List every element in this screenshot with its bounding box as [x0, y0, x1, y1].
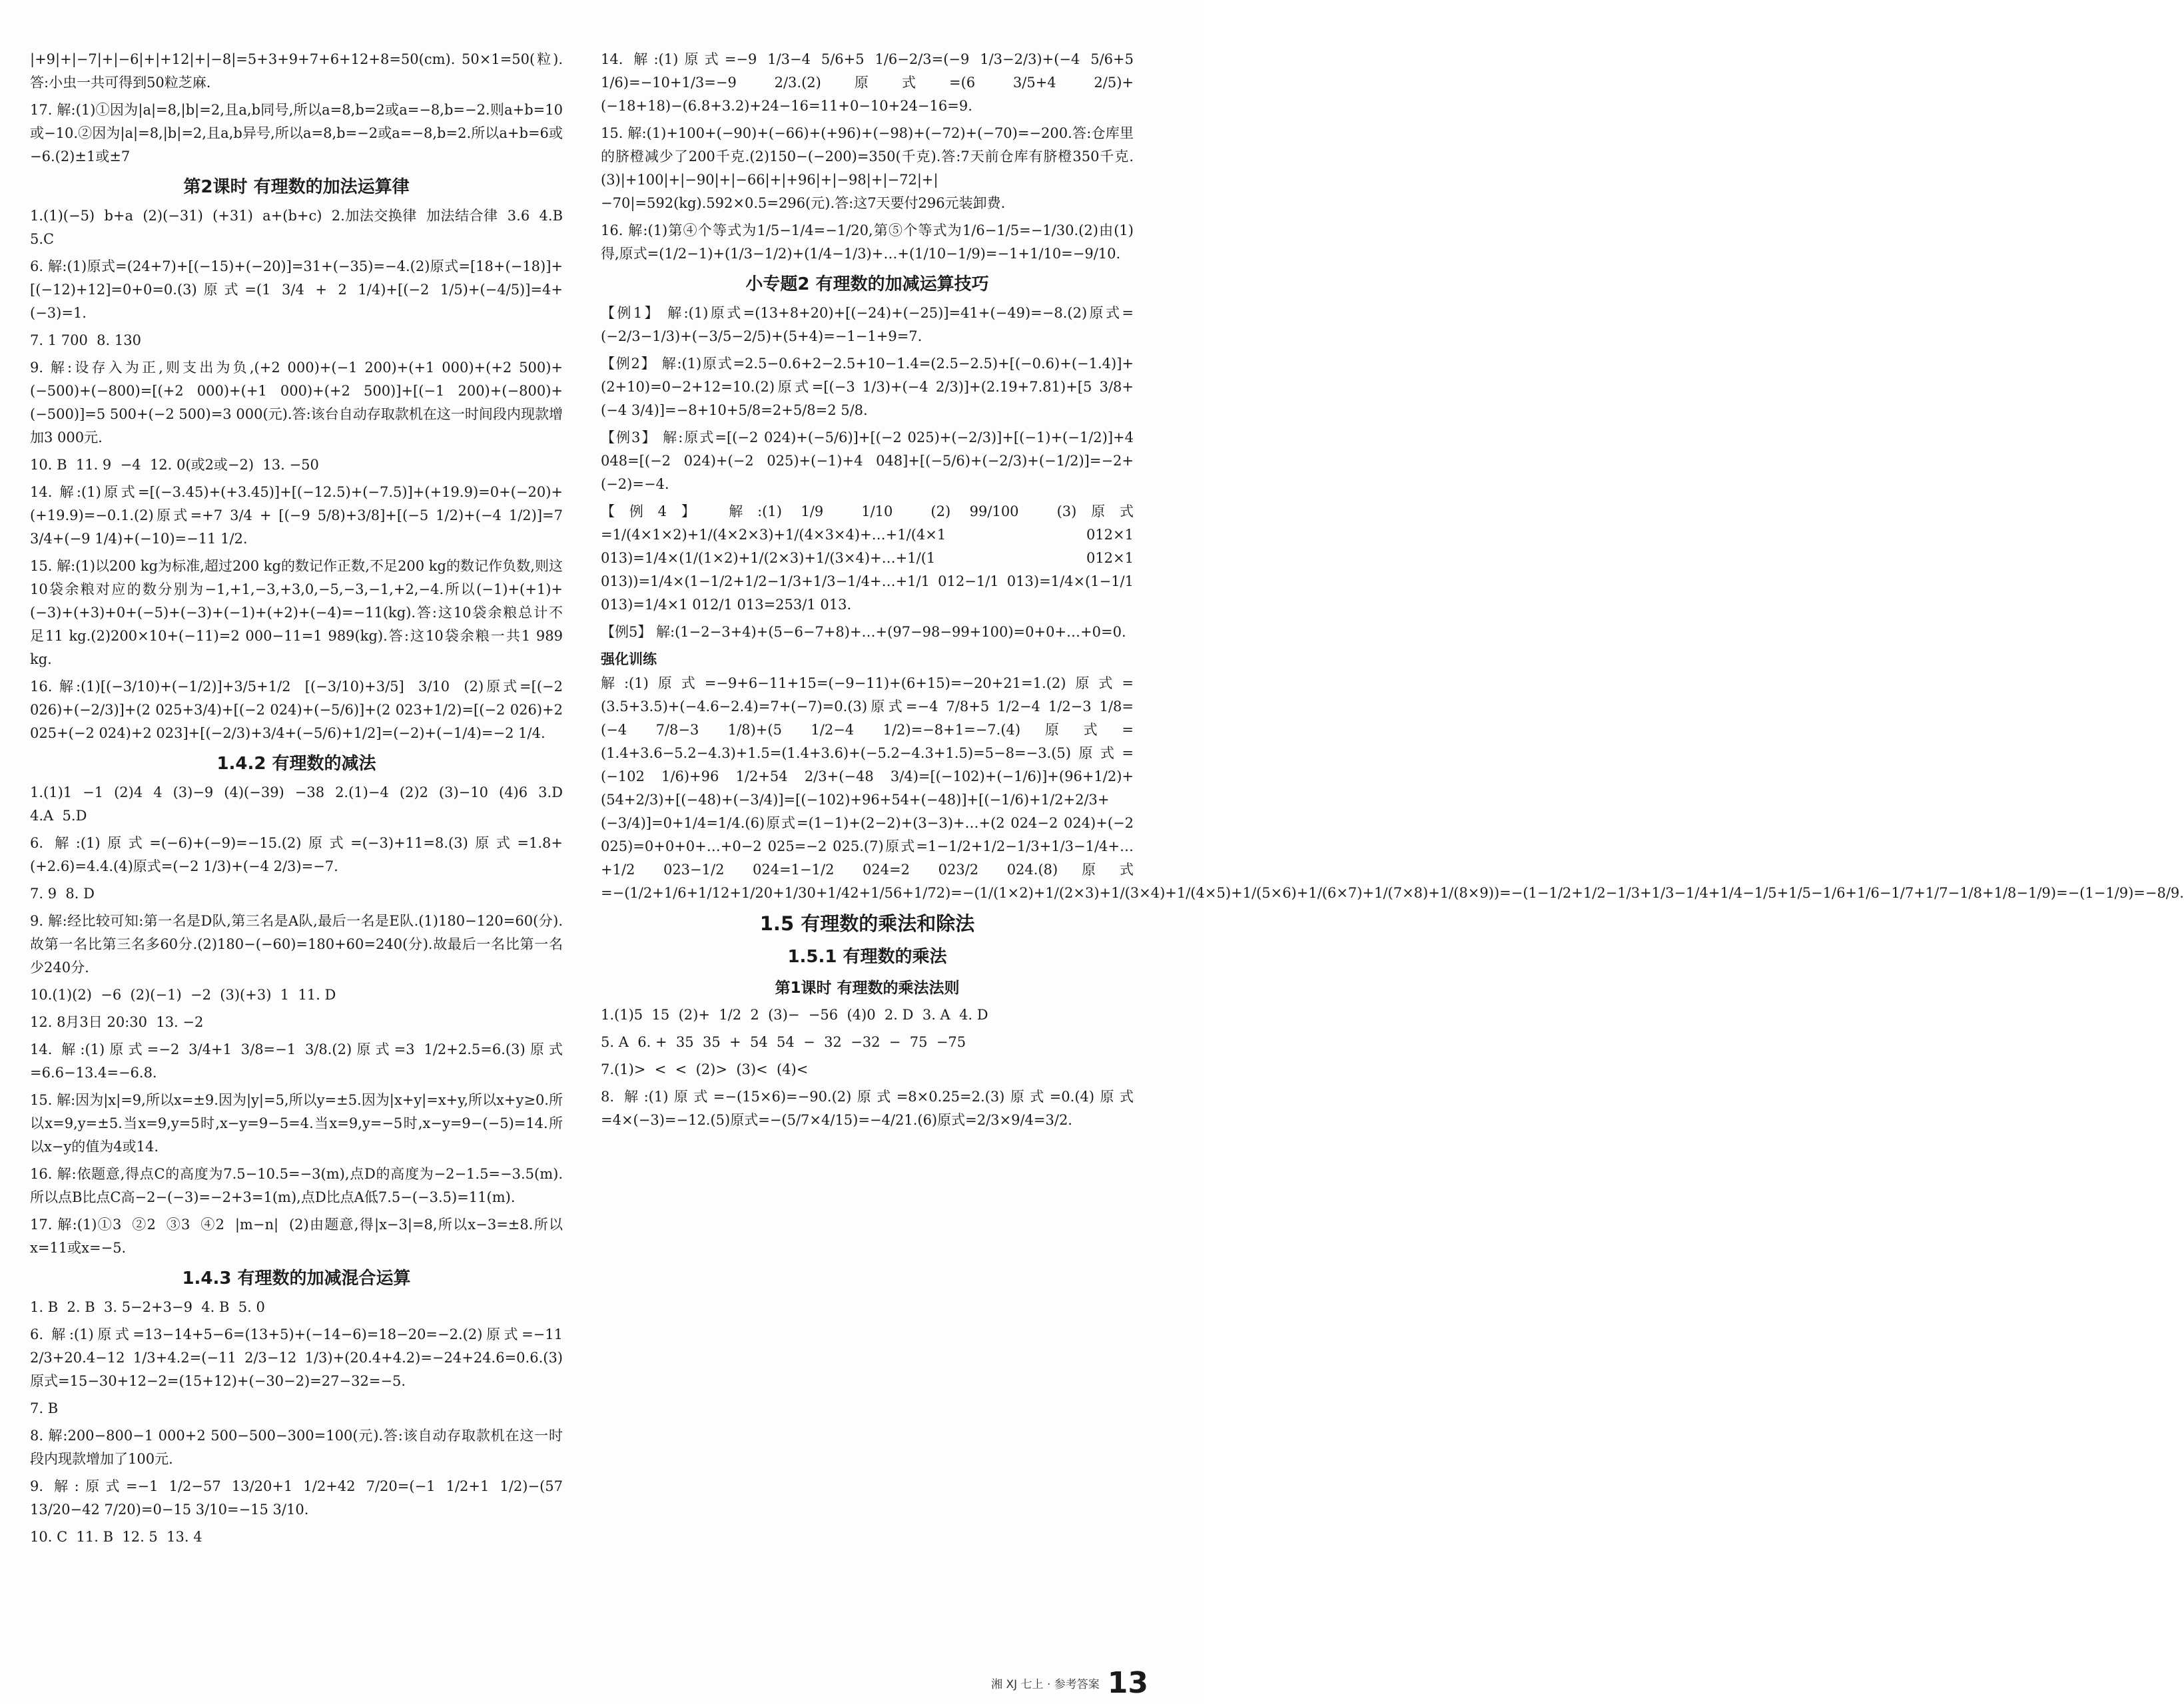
chapter-heading: 1.5 有理数的乘法和除法 — [759, 912, 975, 935]
answer-entry: 6. 解:(1)原式=(24+7)+[(−15)+(−20)]=31+(−35)=−4.(2)原式=[18+(−18)]+[(−12)+12]=0+0=0.(3)原式=(1 3/4 + 2 1/4)+[(−2 1/5)+(−4/5)]=4+(−3)=1. — [30, 258, 563, 321]
answer-entry: |+9|+|−7|+|−6|+|+12|+|−8|=5+3+9+7+6+12+8=50(cm). 50×1=50(粒). 答:小虫一共可得到50粒芝麻. — [30, 51, 567, 91]
left-column — [30, 48, 572, 1659]
answer-entry: 1.(1)5 15 (2)+ 1/2 2 (3)− −56 (4)0 2. D 3. A 4. D — [601, 1007, 988, 1023]
footer-label: 湘 XJ 七上 · 参考答案 — [991, 1677, 1100, 1691]
answer-entry: 7. 9 8. D — [30, 886, 95, 902]
answer-entry: 8. 解:200−800−1 000+2 500−500−300=100(元).答:该自动存取款机在这一时段内现款增加了100元. — [30, 1428, 563, 1467]
answer-entry: 16. 解:依题意,得点C的高度为7.5−10.5=−3(m),点D的高度为−2−1.5=−3.5(m).所以点B比点C高−2−(−3)=−2+3=1(m),点D比点A低7.5−(−3.5)=11(m). — [30, 1166, 563, 1205]
section-heading: 小专题2 有理数的加减运算技巧 — [745, 274, 989, 294]
answer-entry: 10. B 11. 9 −4 12. 0(或2或−2) 13. −50 — [30, 457, 319, 473]
answer-entry: 【例4】 解:(1) 1/9 1/10 (2) 99/100 (3)原式=1/(4×1×2)+1/(4×2×3)+1/(4×3×4)+…+1/(4×1 012×1 013)=1/4×(1/(1×2)+1/(2×3)+1/(3×4)+…+1/(1 012×1 013))=1/4×(1−1/2+1/2−1/3+1/3−1/4+…+1/1 012−1/1 013)=1/4×(1−1/1 013)=1/4×1 012/1 013=253/1 013. — [601, 503, 1138, 613]
subsection-label: 强化训练 — [601, 651, 657, 667]
page-footer — [948, 1666, 1148, 1699]
answer-entry: 14. 解:(1)原式=−9 1/3−4 5/6+5 1/6−2/3=(−9 1/3−2/3)+(−4 5/6+5 1/6)=−10+1/3=−9 2/3.(2)原式=(6 3/5+4 2/5)+(−18+18)−(6.8+3.2)+24−16=11+0−10+24−16=9. — [601, 51, 1138, 114]
section-heading: 第2课时 有理数的加法运算律 — [183, 177, 410, 197]
answer-entry: 【例1】 解:(1)原式=(13+8+20)+[(−24)+(−25)]=41+(−49)=−8.(2)原式=(−2/3−1/3)+(−3/5−2/5)+(5+4)=−1−1+9=7. — [601, 305, 1134, 344]
answer-entry: 10. C 11. B 12. 5 13. 4 — [30, 1529, 202, 1545]
answer-entry: 16. 解:(1)第④个等式为1/5−1/4=−1/20,第⑤个等式为1/6−1/5=−1/30.(2)由(1)得,原式=(1/2−1)+(1/3−1/2)+(1/4−1/3)+…+(1/10−1/9)=−1+1/10=−9/10. — [601, 222, 1134, 262]
answer-entry: 1. B 2. B 3. 5−2+3−9 4. B 5. 0 — [30, 1299, 265, 1315]
lesson-heading: 第1课时 有理数的乘法法则 — [775, 980, 960, 997]
answer-entry: 【例5】 解:(1−2−3+4)+(5−6−7+8)+…+(97−98−99+100)=0+0+…+0=0. — [601, 624, 1126, 640]
answer-entry: 15. 解:(1)以200 kg为标准,超过200 kg的数记作正数,不足200 kg的数记作负数,则这10袋余粮对应的数分别为−1,+1,−3,+3,0,−5,−3,−1,+2,−4.所以(−1)+(+1)+(−3)+(+3)+0+(−5)+(−3)+(−1)+(+2)+(−4)=−11(kg).答:这10袋余粮总计不足11 kg.(2)200×10+(−11)=2 000−11=1 989(kg).答:这10袋余粮一共1 989 kg. — [30, 558, 567, 667]
answer-entry: 9. 解:经比较可知:第一名是D队,第三名是A队,最后一名是E队.(1)180−120=60(分).故第一名比第三名多60分.(2)180−(−60)=180+60=240(分).故最后一名比第一名少240分. — [30, 913, 563, 976]
answer-entry: 6. 解:(1)原式=(−6)+(−9)=−15.(2)原式=(−3)+11=8.(3)原式=1.8+(+2.6)=4.4.(4)原式=(−2 1/3)+(−4 2/3)=−7. — [30, 835, 563, 874]
answer-entry: 14. 解:(1)原式=−2 3/4+1 3/8=−1 3/8.(2)原式=3 1/2+2.5=6.(3)原式=6.6−13.4=−6.8. — [30, 1041, 563, 1081]
right-column — [601, 48, 2184, 1659]
answer-entry: 12. 8月3日 20:30 13. −2 — [30, 1014, 204, 1030]
answer-entry: 9. 解:设存入为正,则支出为负,(+2 000)+(−1 200)+(+1 000)+(+2 500)+(−500)+(−800)=[(+2 000)+(+1 000)+(+2 500)]+[(−1 200)+(−800)+(−500)]=5 500+(−2 500)=3 000(元).答:该台自动存取款机在这一时间段内现款增加3 000元. — [30, 360, 563, 445]
answer-entry: 9. 解:原式=−1 1/2−57 13/20+1 1/2+42 7/20=(−1 1/2+1 1/2)−(57 13/20−42 7/20)=0−15 3/10=−15 3/10. — [30, 1478, 567, 1518]
answer-entry: 【例3】 解:原式=[(−2 024)+(−5/6)]+[(−2 025)+(−2/3)]+[(−1)+(−1/2)]+4 048=[(−2 024)+(−2 025)+(−1)+4 048]+[(−5/6)+(−2/3)+(−1/2)]=−2+(−2)=−4. — [601, 429, 1138, 492]
answer-entry: 15. 解:因为|x|=9,所以x=±9.因为|y|=5,所以y=±5.因为|x+y|=x+y,所以x+y≥0.所以x=9,y=±5.当x=9,y=5时,x−y=9−5=4.当x=9,y=−5时,x−y=9−(−5)=14.所以x−y的值为4或14. — [30, 1092, 563, 1155]
answer-entry: 15. 解:(1)+100+(−90)+(−66)+(+96)+(−98)+(−72)+(−70)=−200.答:仓库里的脐橙减少了200千克.(2)150−(−200)=350(千克).答:7天前仓库有脐橙350千克.(3)|+100|+|−90|+|−66|+|+96|+|−98|+|−72|+|−70|=592(kg).592×0.5=296(元).答:这7天要付296元装卸费. — [601, 125, 1134, 211]
answer-entry: 7. B — [30, 1400, 59, 1416]
answer-entry: 14. 解:(1)原式=[(−3.45)+(+3.45)]+[(−12.5)+(−7.5)]+(+19.9)=0+(−20)+(+19.9)=−0.1.(2)原式=+7 3/4 + [(−9 5/8)+3/8]+[(−5 1/2)+(−4 1/2)]=7 3/4+(−9 1/4)+(−10)=−11 1/2. — [30, 484, 567, 547]
page-number: 13 — [1107, 1665, 1148, 1700]
answer-entry: 7.(1)> < < (2)> (3)< (4)< — [601, 1061, 809, 1077]
answer-entry: 16. 解:(1)[(−3/10)+(−1/2)]+3/5+1/2 [(−3/10)+3/5] 3/10 (2)原式=[(−2 026)+(−2/3)]+(2 025+3/4)+[(−2 024)+(−5/6)]+(2 023+1/2)=[(−2 026)+2 025+(−2 024)+2 023]+[(−2/3)+3/4+(−5/6)+1/2]=(−2)+(−1/4)=−2 1/4. — [30, 679, 567, 741]
answer-entry: 6. 解:(1)原式=13−14+5−6=(13+5)+(−14−6)=18−20=−2.(2)原式=−11 2/3+20.4−12 1/3+4.2=(−11 2/3−12 1/3)+(20.4+4.2)=−24+24.6=0.6.(3)原式=15−30+12−2=(15+12)+(−30−2)=27−32=−5. — [30, 1326, 567, 1389]
answer-entry: 7. 1 700 8. 130 — [30, 332, 141, 348]
answer-entry: 解:(1)原式=−9+6−11+15=(−9−11)+(6+15)=−20+21=1.(2)原式=(3.5+3.5)+(−4.6−2.4)=7+(−7)=0.(3)原式=−4 7/8+5 1/2−4 1/2−3 1/8=(−4 7/8−3 1/8)+(5 1/2−4 1/2)=−8+1=−7.(4)原式=(1.4+3.6−5.2−4.3)+1.5=(1.4+3.6)+(−5.2−4.3+1.5)=5−8=−3.(5)原式=(−102 1/6)+96 1/2+54 2/3+(−48 3/4)=[(−102)+(−1/6)]+(96+1/2)+(54+2/3)+[(−48)+(−3/4)]=[(−102)+96+54+(−48)]+[(−1/6)+1/2+2/3+(−3/4)]=0+1/4=1/4.(6)原式=(1−1)+(2−2)+(3−3)+…+(2 024−2 024)+(−2 025)=0+0+0+…+0−2 025=−2 025.(7)原式=1−1/2+1/2−1/3+1/3−1/4+…+1/2 023−1/2 024=1−1/2 024=2 023/2 024.(8)原式=−(1/2+1/6+1/12+1/20+1/30+1/42+1/56+1/72)=−(1/(1×2)+1/(2×3)+1/(3×4)+1/(4×5)+1/(5×6)+1/(6×7)+1/(7×8)+1/(8×9))=−(1−1/2+1/2−1/3+1/3−1/4+1/4−1/5+1/5−1/6+1/6−1/7+1/7−1/8+1/8−1/9)=−(1−1/9)=−8/9. — [601, 675, 2184, 901]
answer-entry: 8. 解:(1)原式=−(15×6)=−90.(2)原式=8×0.25=2.(3)原式=0.(4)原式=4×(−3)=−12.(5)原式=−(5/7×4/15)=−4/21.(6)原式=2/3×9/4=3/2. — [601, 1089, 1134, 1128]
answer-entry: 17. 解:(1)①3 ②2 ③3 ④2 |m−n| (2)由题意,得|x−3|=8,所以x−3=±8.所以x=11或x=−5. — [30, 1217, 563, 1256]
answer-entry: 17. 解:(1)①因为|a|=8,|b|=2,且a,b同号,所以a=8,b=2或a=−8,b=−2.则a+b=10或−10.②因为|a|=8,|b|=2,且a,b异号,所以a=8,b=−2或a=−8,b=2.所以a+b=6或−6.(2)±1或±7 — [30, 102, 563, 164]
answer-entry: 1.(1)(−5) b+a (2)(−31) (+31) a+(b+c) 2.加法交换律 加法结合律 3.6 4.B 5.C — [30, 208, 572, 247]
section-heading: 1.4.2 有理数的减法 — [216, 754, 376, 774]
answer-entry: 5. A 6. + 35 35 + 54 54 − 32 −32 − 75 −75 — [601, 1034, 966, 1050]
answer-entry: 1.(1)1 −1 (2)4 4 (3)−9 (4)(−39) −38 2.(1)−4 (2)2 (3)−10 (4)6 3.D 4.A 5.D — [30, 784, 572, 824]
answer-entry: 10.(1)(2) −6 (2)(−1) −2 (3)(+3) 1 11. D — [30, 987, 336, 1003]
section-heading: 1.5.1 有理数的乘法 — [787, 947, 947, 967]
answer-entry: 【例2】 解:(1)原式=2.5−0.6+2−2.5+10−1.4=(2.5−2.5)+[(−0.6)+(−1.4)]+(2+10)=0−2+12=10.(2)原式=[(−3 1/3)+(−4 2/3)]+(2.19+7.81)+[5 3/8+(−4 3/4)]=−8+10+5/8=2+5/8=2 5/8. — [601, 356, 1134, 418]
section-heading: 1.4.3 有理数的加减混合运算 — [182, 1269, 411, 1288]
